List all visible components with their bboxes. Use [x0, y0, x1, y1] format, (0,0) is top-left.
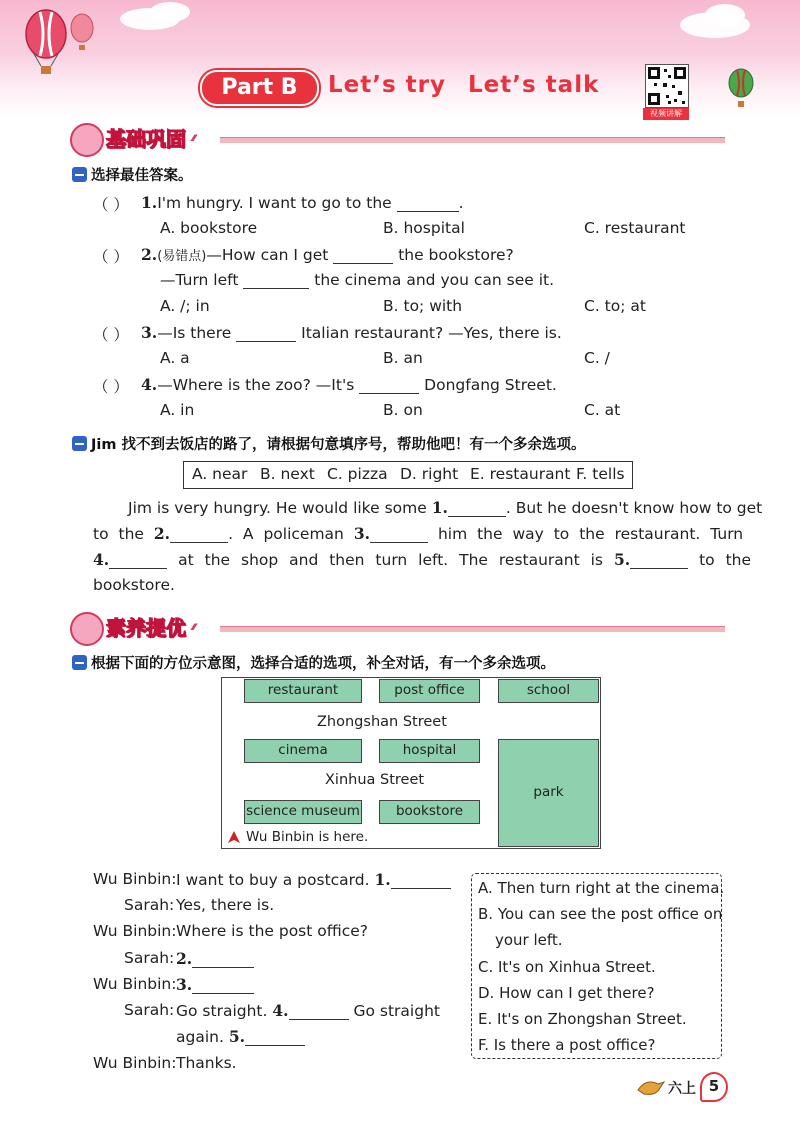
- blank[interactable]: [333, 263, 393, 264]
- passage-line: Jim is very hungry. He would like some 1. . But he doesn't know how to get: [128, 498, 763, 517]
- blank[interactable]: [245, 1045, 305, 1046]
- word-option: F. tells: [576, 465, 625, 483]
- decorative-slashes: ⁄⁄⁄⁄⁄⁄: [192, 623, 196, 633]
- section-rule: [220, 626, 725, 632]
- question-4: 4.—Where is the zoo? —It's Dongfang Street.: [141, 375, 557, 394]
- instruction-2: Jim 找不到去饭店的路了，请根据句意填序号，帮助他吧！有一个多余选项。: [72, 433, 586, 454]
- word-option: B. next: [260, 465, 315, 483]
- word-option: C. pizza: [327, 465, 388, 483]
- instruction-1: 选择最佳答案。: [72, 164, 193, 185]
- qr-code-icon[interactable]: [645, 64, 689, 108]
- map-bookstore: bookstore: [379, 800, 480, 824]
- option-b[interactable]: B. hospital: [383, 219, 465, 237]
- map-hospital: hospital: [379, 739, 480, 763]
- option-c[interactable]: C. at: [584, 401, 621, 419]
- instruction-marker-icon: [72, 655, 87, 670]
- section-header-improve: [70, 612, 730, 642]
- blank[interactable]: [448, 516, 506, 517]
- speaker-wu-binbin: Wu Binbin:: [93, 922, 177, 940]
- speaker-sarah: Sarah:: [124, 1001, 175, 1019]
- cloud-decoration: [705, 4, 745, 26]
- lesson-title: [200, 70, 615, 106]
- answer-bracket[interactable]: （ ）: [93, 326, 129, 344]
- question-2: 2.(易错点)—How can I get the bookstore?: [141, 245, 514, 264]
- dialogue-options: [471, 873, 725, 1059]
- answer-bracket[interactable]: （ ）: [93, 196, 129, 214]
- passage-line: to the 2. . A policeman 3. him the way to the restaurant. Turn: [93, 524, 744, 543]
- section-rule: [220, 137, 725, 143]
- lets-talk-title: Let’s talk: [468, 72, 600, 98]
- word-option: E. restaurant: [470, 465, 571, 483]
- book-icon: [70, 123, 104, 157]
- dialogue-option[interactable]: B. You can see the post office on: [478, 905, 723, 923]
- option-a[interactable]: A. bookstore: [160, 219, 258, 237]
- qr-label: 视频讲解: [643, 108, 689, 120]
- blank[interactable]: [192, 967, 254, 968]
- page-footer: [636, 1072, 726, 1102]
- map-street: Zhongshan Street: [317, 714, 447, 730]
- map-school: school: [498, 679, 599, 703]
- location-marker-icon: [227, 830, 241, 844]
- map-restaurant: restaurant: [244, 679, 362, 703]
- map-cinema: cinema: [244, 739, 362, 763]
- speaker-wu-binbin: Wu Binbin:: [93, 1054, 177, 1072]
- blank[interactable]: [370, 542, 428, 543]
- location-map: [221, 677, 601, 849]
- passage-line: 4. at the shop and then turn left. The restaurant is 5. to the: [93, 550, 752, 569]
- passage-line: bookstore.: [93, 576, 175, 594]
- map-post-office: post office: [379, 679, 480, 703]
- word-option: D. right: [400, 465, 459, 483]
- dialogue-option[interactable]: D. How can I get there?: [478, 984, 655, 1002]
- question-3: 3.—Is there Italian restaurant? —Yes, there is.: [141, 323, 562, 342]
- dialogue-option[interactable]: C. It's on Xinhua Street.: [478, 958, 656, 976]
- word-bank: [183, 461, 633, 489]
- option-c[interactable]: C. /: [584, 349, 610, 367]
- speaker-wu-binbin: Wu Binbin:: [93, 870, 177, 888]
- map-street: Xinhua Street: [325, 772, 425, 788]
- blank[interactable]: [243, 288, 309, 289]
- dialogue-line: 3.: [176, 975, 254, 994]
- blank[interactable]: [236, 341, 296, 342]
- question-2-line2: —Turn left the cinema and you can see it.: [160, 271, 555, 289]
- blank[interactable]: [170, 542, 228, 543]
- dialogue-option[interactable]: E. It's on Zhongshan Street.: [478, 1010, 687, 1028]
- cloud-decoration: [150, 2, 190, 22]
- option-a[interactable]: A. in: [160, 401, 195, 419]
- section-header-basic: [70, 123, 730, 153]
- hot-air-balloon-icon: [725, 68, 757, 110]
- dialogue-option[interactable]: A. Then turn right at the cinema.: [478, 879, 725, 897]
- dialogue-line: I want to buy a postcard. 1.: [176, 870, 451, 889]
- map-science-museum: science museum: [244, 800, 362, 824]
- dialogue-line: 2.: [176, 949, 254, 968]
- lets-try-title: Let’s try: [328, 72, 447, 98]
- dialogue-line: again. 5.: [176, 1027, 305, 1046]
- dialogue-option[interactable]: F. Is there a post office?: [478, 1036, 656, 1054]
- dialogue-line: Yes, there is.: [176, 896, 275, 914]
- dialogue-line: Go straight. 4. Go straight: [176, 1001, 440, 1020]
- decorative-slashes: ⁄⁄⁄⁄⁄⁄: [192, 134, 196, 144]
- speaker-wu-binbin: Wu Binbin:: [93, 975, 177, 993]
- speaker-sarah: Sarah:: [124, 896, 175, 914]
- part-label: Part B: [200, 70, 319, 106]
- blank[interactable]: [192, 993, 254, 994]
- blank[interactable]: [359, 393, 419, 394]
- speaker-sarah: Sarah:: [124, 949, 175, 967]
- grade-label: 六上: [668, 1081, 696, 1097]
- hot-air-balloon-icon: [18, 8, 98, 83]
- instruction-marker-icon: [72, 167, 87, 182]
- option-c[interactable]: C. to; at: [584, 297, 646, 315]
- answer-bracket[interactable]: （ ）: [93, 378, 129, 396]
- option-c[interactable]: C. restaurant: [584, 219, 686, 237]
- option-a[interactable]: A. a: [160, 349, 190, 367]
- page-number: 5: [700, 1072, 728, 1102]
- blank[interactable]: [630, 568, 688, 569]
- section-title: 素养提优: [106, 616, 186, 640]
- blank[interactable]: [289, 1019, 349, 1020]
- question-1: 1.I'm hungry. I want to go to the .: [141, 193, 464, 212]
- instruction-3: 根据下面的方位示意图，选择合适的选项，补全对话，有一个多余选项。: [72, 652, 555, 673]
- dialogue-option-continued[interactable]: your left.: [495, 931, 563, 949]
- option-b[interactable]: B. an: [383, 349, 423, 367]
- map-park: park: [498, 739, 599, 847]
- section-title: 基础巩固: [106, 127, 186, 151]
- option-b[interactable]: B. to; with: [383, 297, 463, 315]
- blank[interactable]: [391, 888, 451, 889]
- map-here-label: Wu Binbin is here.: [246, 829, 369, 845]
- blank[interactable]: [109, 568, 167, 569]
- answer-bracket[interactable]: （ ）: [93, 248, 129, 266]
- instruction-marker-icon: [72, 436, 87, 451]
- blank[interactable]: [397, 211, 459, 212]
- dialogue-line: Thanks.: [176, 1054, 237, 1072]
- option-b[interactable]: B. on: [383, 401, 423, 419]
- dialogue-line: Where is the post office?: [176, 922, 369, 940]
- word-option: A. near: [192, 465, 248, 483]
- bird-icon: [636, 1076, 666, 1098]
- rocket-icon: [70, 612, 104, 646]
- option-a[interactable]: A. /; in: [160, 297, 210, 315]
